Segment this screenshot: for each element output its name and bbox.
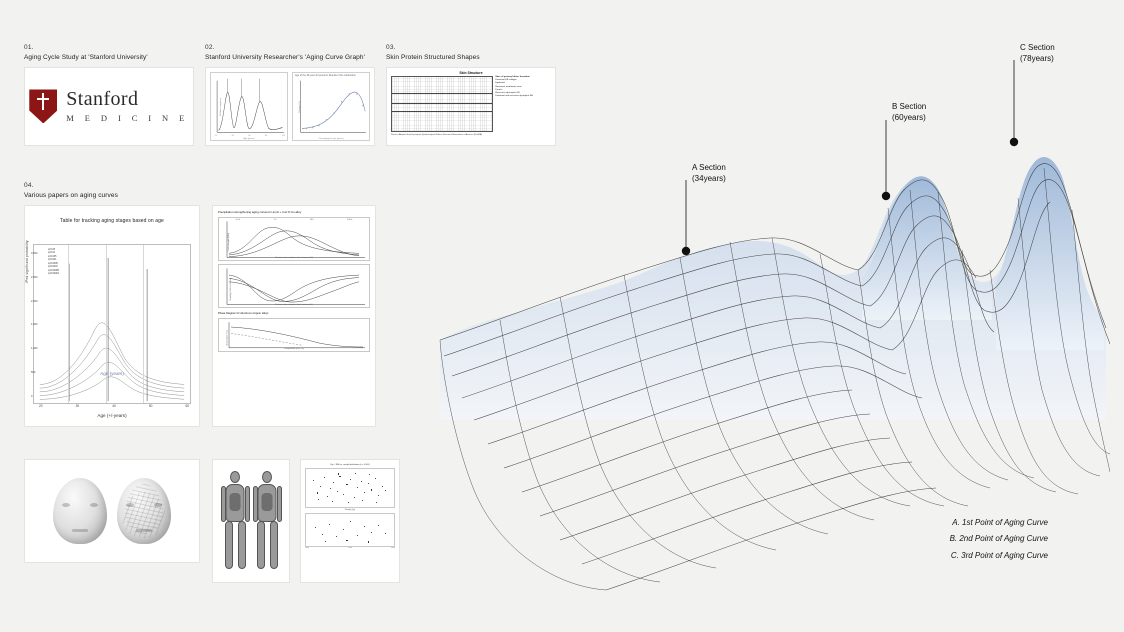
legend-item: q=0.05 [48, 248, 56, 251]
face-scan-card [24, 459, 200, 563]
callout-leaders [682, 60, 1018, 255]
arm-right [277, 486, 282, 522]
reference-number: 04. [24, 182, 34, 189]
eye [126, 503, 134, 507]
chart-legend [48, 249, 59, 277]
precip-card-title: Precipitation strengthening aging curves for an Al + 4 wt.% Cu alloy [218, 209, 302, 214]
plot-y-label: Relative frequency [220, 98, 223, 117]
head [262, 471, 272, 483]
eye [90, 503, 98, 507]
reference-item-01 [24, 44, 194, 146]
skin-diagram-title: Skin Structure [459, 70, 483, 75]
arm-right [245, 486, 250, 522]
plot-y-label: Temperature (°C) [226, 329, 229, 346]
callout-dot-c [1010, 138, 1018, 146]
organ-overlay [262, 493, 273, 511]
callout-subtitle: (34years) [692, 173, 726, 183]
body-silhouette-anterior [222, 469, 249, 573]
face-scan-aged [117, 478, 171, 544]
surface-peak-b [862, 176, 992, 320]
reference-number: 01. [24, 44, 34, 51]
legend-item: q=0.01 [48, 252, 56, 255]
precip-subtitle-text: Phase Diagram for Aluminum-Copper alloys [218, 311, 269, 315]
scatter-plot-upper [305, 468, 395, 508]
callout-subtitle: (78years) [1020, 53, 1054, 63]
reference-number: 03. [386, 44, 396, 51]
tick: 3000 [391, 546, 395, 549]
reference-item-02 [205, 44, 375, 146]
plot-header: 1 h [273, 218, 277, 221]
probability-chart [33, 244, 191, 404]
tick: 2,000 [31, 299, 38, 303]
reference-item-04 [24, 182, 395, 585]
chart-y-ticks [31, 252, 38, 398]
plot-x-label: Composition (wt% Cu) [284, 348, 304, 351]
tick: 30 [75, 403, 80, 408]
plot-header: 10 h [309, 218, 314, 221]
callout-subtitle: (60years) [892, 112, 926, 122]
tick: 60 [185, 403, 189, 408]
face-scan-young [53, 478, 107, 544]
tick: 40 [231, 134, 234, 137]
skin-label: Epidermis [495, 82, 506, 85]
skin-label: Recessive dystrophic EB [495, 91, 520, 94]
skin-label: Dominant EB subtype [495, 79, 517, 82]
mouth [136, 529, 152, 532]
stanford-shield-icon [29, 89, 57, 123]
leg-left [257, 521, 265, 569]
stanford-logo-card [24, 67, 194, 146]
skin-diagram-source: Source: Adapted from Dystrophic Epidermolysis Bullosa Research Association of America (DebRA). [391, 133, 483, 136]
callout-title: B Section [892, 102, 927, 111]
aging-curve-plot-right [292, 72, 370, 141]
precip-curves [219, 218, 369, 260]
aging-stage-table-card [24, 205, 200, 427]
legend-item: q=0.005 [48, 255, 57, 258]
reference-caption: Various papers on aging curves [24, 192, 118, 200]
scatter-x-ticks [305, 547, 395, 549]
stanford-medicine-subtitle: M E D I C I N E [66, 113, 189, 124]
surface-peak-c [996, 157, 1104, 350]
callout-a [692, 163, 726, 185]
plot-title: Age of the 30-year old persons' Results of the subtraction [295, 73, 356, 77]
scatter-x-label: Weight (kg) [344, 508, 356, 511]
tick: 1,500 [31, 323, 38, 327]
head [230, 471, 240, 483]
tick: 80 [264, 134, 268, 137]
tick: 500 [31, 371, 36, 375]
leg-right [270, 521, 278, 569]
precip-plot-ductility [218, 264, 370, 308]
plot-y-label: Ductility (% EL in 50 mm) [230, 277, 233, 301]
table-card-title: Table for tracking aging stages based on age [60, 217, 164, 224]
skin-label: Sites of primary blister formation [495, 75, 530, 78]
tick: 0 [31, 394, 33, 398]
tick: 60 [248, 134, 251, 137]
plot-curves [211, 73, 287, 140]
legend-item-c: C. 3rd Point of Aging Curve [950, 551, 1048, 561]
chart-x-label: Age (+/-years) [97, 412, 127, 418]
reference-number: 02. [205, 44, 215, 51]
plot-curves [293, 73, 369, 140]
aging-curve-plot-left [210, 72, 288, 141]
legend-item: q=0.0005 [48, 262, 58, 265]
ductility-curves [219, 265, 369, 307]
plot-x-label: Duration of precipitation heat treatment (h) [275, 257, 313, 260]
chart-x-ticks [39, 404, 189, 408]
legend-item: q=0.001 [48, 259, 57, 262]
scatter-card-title: Fig. 1 BMI vs. weight distribution (n = 1,000) [330, 463, 370, 466]
callout-dot-b [882, 192, 890, 200]
tick: 20 [39, 403, 43, 408]
plot-x-ticks [215, 135, 285, 137]
tick: 2,500 [31, 275, 38, 279]
plot-y-label: Change (%) [298, 101, 301, 114]
precip-plot-yield-strength [218, 217, 370, 261]
plot-x-label: Duration of precipitation heat treatment (h) [275, 304, 313, 307]
legend-item: q=0.00005 [48, 269, 59, 272]
precipitation-aging-curves-card [212, 205, 376, 427]
tick: 2000 [348, 546, 352, 549]
plot-header: 100 h [347, 218, 353, 221]
tick: 100 [281, 134, 285, 137]
tick: 3,000 [31, 251, 38, 255]
legend-item: q=0.00001 [48, 273, 59, 275]
callout-title: C Section [1020, 43, 1055, 52]
scatter-plot-lower [305, 513, 395, 547]
chart-x-label-alt: Age (years) [100, 370, 124, 376]
plot-x-label: Chronological age (years) [318, 137, 344, 140]
legend-item: q=0.0001 [48, 266, 58, 269]
callout-c [1020, 43, 1055, 65]
plot-header: 0.5 h [235, 218, 241, 221]
precip-plot-phase-diagram [218, 318, 370, 352]
eye [154, 503, 162, 507]
callout-dot-a [682, 247, 690, 255]
body-map-card [212, 459, 290, 583]
plot-y-label: Yield strength (MPa) [228, 232, 231, 252]
leg-right [238, 521, 246, 569]
precip-card-subtitle [218, 312, 370, 315]
phase-diagram-curves [219, 319, 369, 351]
callout-b [892, 102, 926, 124]
organ-overlay [230, 493, 241, 511]
stanford-wordmark: Stanford [66, 88, 139, 111]
aging-curve-graph-card [205, 67, 375, 146]
reference-caption: Stanford University Researcher's 'Aging Curve Graph' [205, 54, 365, 62]
skin-label: Basement membrane zone [495, 85, 522, 88]
tick: 20 [215, 134, 218, 137]
tick: 1,000 [31, 347, 38, 351]
legend-item-b: B. 2nd Point of Aging Curve [949, 534, 1048, 544]
tick: 50 [148, 403, 153, 408]
chart-y-label: IPed significant probability [25, 240, 29, 283]
reference-caption: Aging Cycle Study at 'Stanford University' [24, 54, 148, 62]
plot-x-label: Age (years) [243, 137, 255, 140]
mouth [72, 529, 88, 532]
scatter-plot-card [300, 459, 400, 583]
skin-label: Dominant and recessive dystrophic EB [495, 95, 533, 98]
reference-caption: Skin Protein Structured Shapes [386, 54, 480, 62]
leg-left [225, 521, 233, 569]
legend-item-a: A. 1st Point of Aging Curve [952, 517, 1048, 527]
callout-title: A Section [692, 163, 726, 172]
skin-label: Dermis [495, 88, 503, 91]
tick: 40 [112, 403, 116, 408]
tick: 1000 [305, 546, 309, 549]
eye [62, 503, 70, 507]
body-silhouette-posterior [254, 469, 281, 573]
aging-curve-surface [410, 20, 1110, 620]
surface-legend [950, 515, 1048, 565]
